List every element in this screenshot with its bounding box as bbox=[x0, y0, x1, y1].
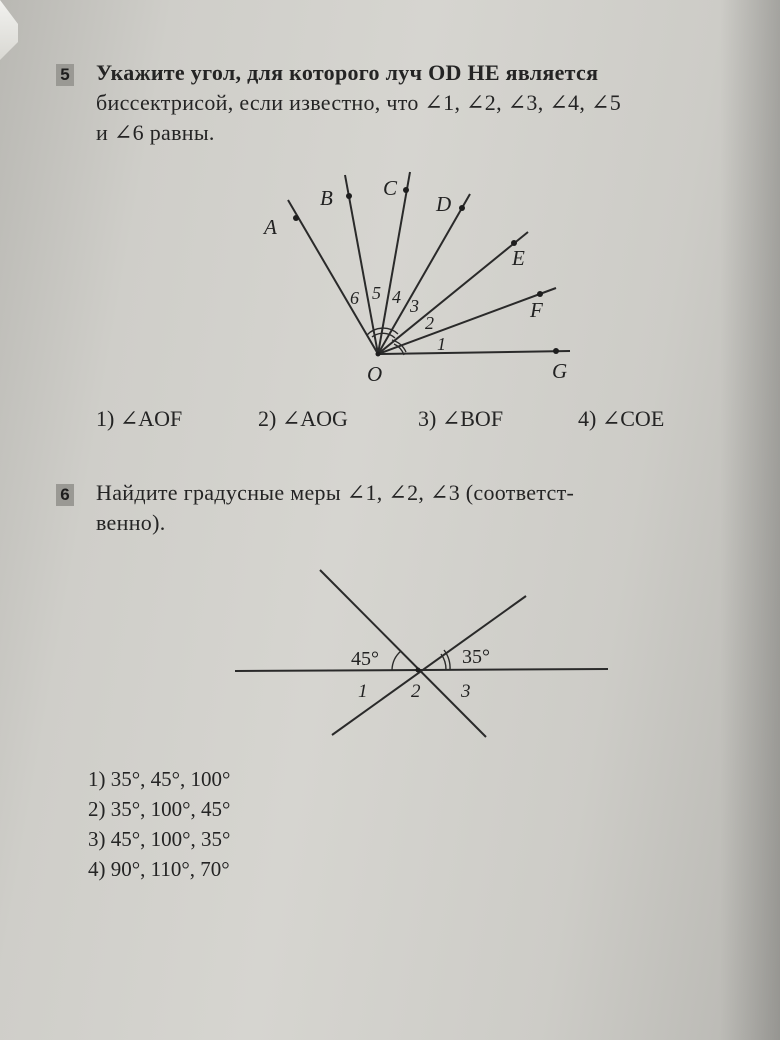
task-6-options bbox=[88, 764, 230, 884]
point-dot bbox=[346, 193, 352, 199]
task-number: 5 bbox=[56, 64, 74, 86]
angle-label: 4 bbox=[392, 287, 401, 307]
task-text-line: Укажите угол, для которого луч OD НЕ является bbox=[96, 60, 599, 85]
angle-label: 6 bbox=[350, 288, 359, 308]
point-dot bbox=[293, 215, 299, 221]
angle-label: 1 bbox=[437, 334, 446, 354]
point-label: B bbox=[320, 186, 333, 210]
answer-option[interactable]: 1) 35°, 45°, 100° bbox=[88, 767, 231, 791]
answer-option[interactable]: 4) ∠COE bbox=[578, 406, 665, 431]
task-text-line: биссектрисой, если известно, что ∠1, ∠2, ∠3, ∠4, ∠5 bbox=[96, 90, 621, 115]
answer-option[interactable]: 3) ∠BOF bbox=[418, 406, 504, 431]
intersection-dot bbox=[416, 668, 421, 673]
angle-label: 2 bbox=[425, 313, 434, 333]
angle-label: 3 bbox=[461, 681, 471, 702]
point-dot bbox=[553, 348, 559, 354]
task-5-options bbox=[96, 406, 746, 432]
point-dot bbox=[403, 187, 409, 193]
task-text-line: венно). bbox=[96, 510, 166, 535]
point-label: D bbox=[436, 192, 452, 216]
angle-label: 3 bbox=[410, 296, 419, 316]
angle-label: 1 bbox=[358, 681, 368, 702]
task-text bbox=[96, 478, 746, 538]
angle-value-label: 45° bbox=[351, 648, 379, 670]
angle-value-label: 35° bbox=[462, 646, 490, 668]
answer-option[interactable]: 4) 90°, 110°, 70° bbox=[88, 857, 230, 881]
point-dot bbox=[459, 205, 465, 211]
angle-arc bbox=[392, 651, 401, 670]
ray-og bbox=[378, 351, 570, 354]
point-label: C bbox=[383, 176, 398, 200]
task-text-line: Найдите градусные меры ∠1, ∠2, ∠3 (соответст- bbox=[96, 480, 575, 505]
angle-label: 5 bbox=[372, 283, 381, 303]
answer-option[interactable]: 2) 35°, 100°, 45° bbox=[88, 797, 231, 821]
answer-option[interactable]: 1) ∠AOF bbox=[96, 406, 183, 431]
answer-option[interactable]: 3) 45°, 100°, 35° bbox=[88, 827, 231, 851]
point-dot bbox=[376, 352, 381, 357]
point-label: F bbox=[530, 298, 543, 322]
point-label: A bbox=[264, 215, 277, 239]
point-label: G bbox=[552, 359, 568, 383]
task-number: 6 bbox=[56, 484, 74, 506]
angle-label: 2 bbox=[411, 681, 421, 702]
answer-option[interactable]: 2) ∠AOG bbox=[258, 406, 348, 431]
task-text-line: и ∠6 равны. bbox=[96, 120, 215, 145]
point-label: E bbox=[512, 246, 525, 270]
point-dot bbox=[537, 291, 543, 297]
point-label: O bbox=[367, 362, 383, 386]
